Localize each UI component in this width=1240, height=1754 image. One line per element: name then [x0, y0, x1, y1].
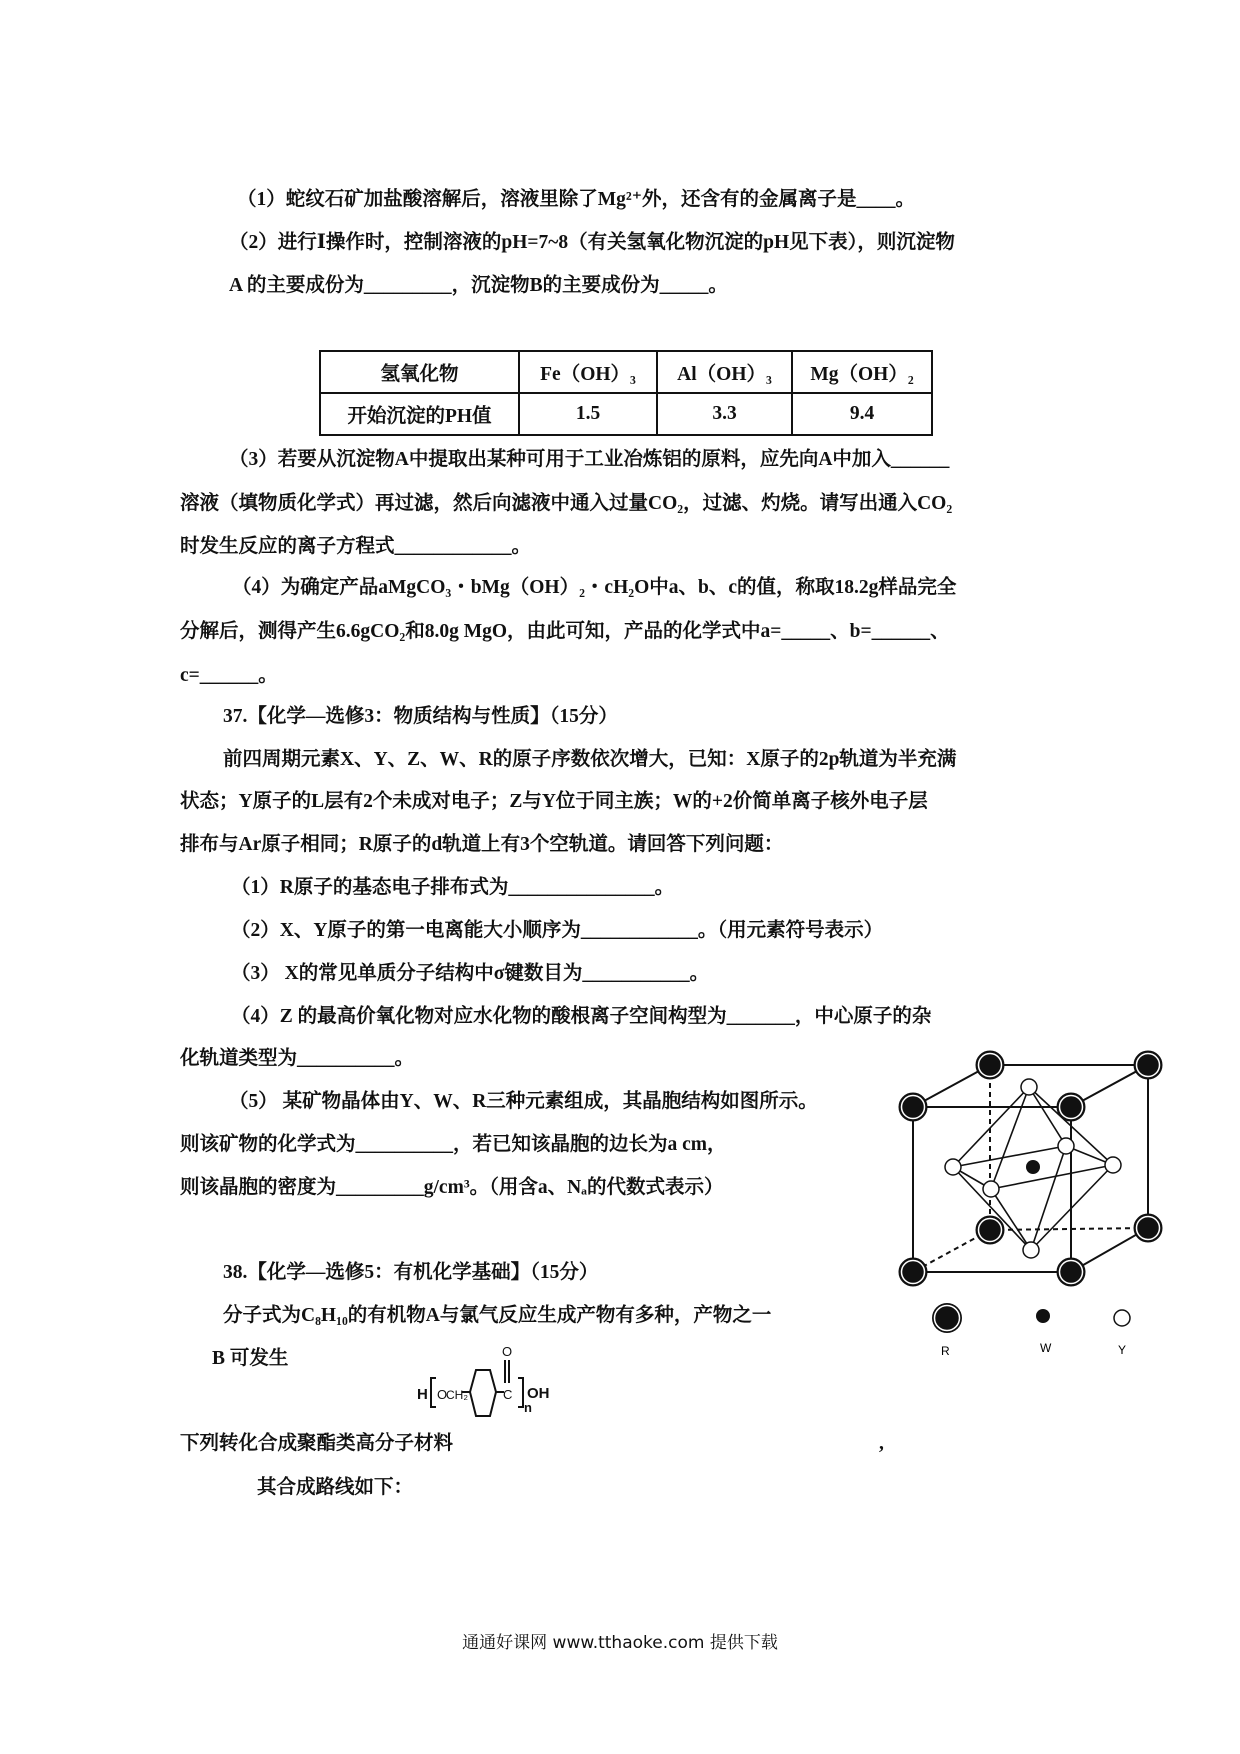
r-atoms	[899, 1051, 1162, 1286]
q37-title: 37.【化学—选修3：物质结构与性质】（15分）	[223, 706, 618, 727]
mol-ch2: CH₂	[446, 1388, 468, 1402]
r-atom	[976, 1216, 1004, 1244]
r-atom	[1057, 1258, 1085, 1286]
legend-w: W	[1040, 1341, 1052, 1355]
q37-5: （5） 某矿物晶体由Y、W、R三种元素组成，其晶胞结构如图所示。	[229, 1091, 818, 1112]
table-header: 氢氧化物	[320, 351, 519, 393]
q36-3-cont: 溶液（填物质化学式）再过滤，然后向滤液中通入过量CO₂，过滤、灼烧。请写出通入CO₂	[180, 493, 953, 514]
q37-2: （2）X、Y原子的第一电离能大小顺序为____________。（用元素符号表示）	[231, 920, 884, 941]
q36-1: （1）蛇纹石矿加盐酸溶解后，溶液里除了Mg²⁺外，还含有的金属离子是____。	[237, 189, 916, 210]
q37-intro-2: 状态；Y原子的L层有2个未成对电子；Z与Y位于同主族；W的+2价简单离子核外电子层	[180, 791, 928, 812]
table-cell: 3.3	[657, 393, 792, 435]
w-atom	[1026, 1160, 1040, 1174]
q36-4-cont: 分解后，测得产生6.6gCO₂和8.0g MgO，由此可知，产品的化学式中a=_____、b=______、	[180, 621, 950, 642]
q36-2-cont: A 的主要成份为_________，沉淀物B的主要成份为_____。	[229, 275, 728, 296]
table-cell: 1.5	[519, 393, 657, 435]
crystal-legend	[932, 1303, 1130, 1358]
r-atom	[899, 1093, 927, 1121]
q36-4-cont2: c=______。	[180, 665, 278, 686]
q37-intro-3: 排布与Ar原子相同；R原子的d轨道上有3个空轨道。请回答下列问题：	[180, 834, 784, 855]
q36-4: （4）为确定产品aMgCO₃・bMg（OH）₂・cH₂O中a、b、c的值，称取18.2g样品完全	[232, 577, 957, 598]
q37-5-cont: 则该矿物的化学式为__________，若已知该晶胞的边长为a cm，	[180, 1134, 727, 1155]
crystal-cell-diagram	[913, 1065, 1148, 1272]
table-cell: 9.4	[792, 393, 932, 435]
q36-3-cont2: 时发生反应的离子方程式____________。	[180, 536, 532, 557]
r-atom	[1057, 1093, 1085, 1121]
table-header: Fe（OH）₃	[519, 351, 657, 393]
q37-4-cont: 化轨道类型为__________。	[180, 1048, 415, 1069]
q38-intro-2: B 可发生	[212, 1348, 289, 1369]
legend-y: Y	[1118, 1343, 1127, 1357]
q37-intro: 前四周期元素X、Y、Z、W、R的原子序数依次增大，已知：X原子的2p轨道为半充满	[223, 749, 957, 770]
y-atoms	[945, 1079, 1121, 1258]
mol-oh: OH	[527, 1385, 550, 1402]
r-atom	[1134, 1051, 1162, 1079]
footer: 通通好课网 www.tthaoke.com 提供下载	[462, 1633, 778, 1653]
q37-5-cont2: 则该晶胞的密度为_________g/cm³。（用含a、Nₐ的代数式表示）	[180, 1177, 724, 1198]
q37-4: （4）Z 的最高价氧化物对应水化物的酸根离子空间构型为_______，中心原子的杂	[231, 1006, 932, 1027]
q37-3: （3） X的常见单质分子结构中σ键数目为___________。	[231, 963, 710, 984]
hydroxide-ph-table	[319, 350, 933, 436]
q36-3: （3）若要从沉淀物A中提取出某种可用于工业冶炼铝的原料，应先向A中加入______	[229, 449, 950, 470]
r-atom	[976, 1051, 1004, 1079]
table-row-label: 开始沉淀的PH值	[320, 393, 519, 435]
table-header: Al（OH）₃	[657, 351, 792, 393]
mol-h: H	[417, 1386, 428, 1403]
q36-2: （2）进行Ⅰ操作时，控制溶液的pH=7~8（有关氢氧化物沉淀的pH见下表），则沉淀物	[229, 232, 955, 253]
mol-carbonyl-o: O	[502, 1344, 513, 1359]
mol-n: n	[524, 1400, 532, 1415]
q38-intro: 分子式为C₈H₁₀的有机物A与氯气反应生成产物有多种，产物之一	[223, 1305, 772, 1326]
q38-intro-3: 下列转化合成聚酯类高分子材料	[180, 1433, 454, 1454]
mol-c: C	[503, 1387, 513, 1402]
table-header: Mg（OH）₂	[792, 351, 932, 393]
q38-route: 其合成路线如下：	[257, 1477, 414, 1498]
q37-1: （1）R原子的基态电子排布式为_______________。	[231, 877, 675, 898]
legend-r: R	[941, 1344, 950, 1358]
polymer-structure	[417, 1344, 550, 1416]
r-atom	[1134, 1214, 1162, 1242]
q38-comma: ,	[879, 1433, 884, 1454]
q38-title: 38.【化学—选修5：有机化学基础】（15分）	[223, 1262, 599, 1283]
r-atom	[899, 1258, 927, 1286]
mol-o: O	[437, 1387, 448, 1402]
